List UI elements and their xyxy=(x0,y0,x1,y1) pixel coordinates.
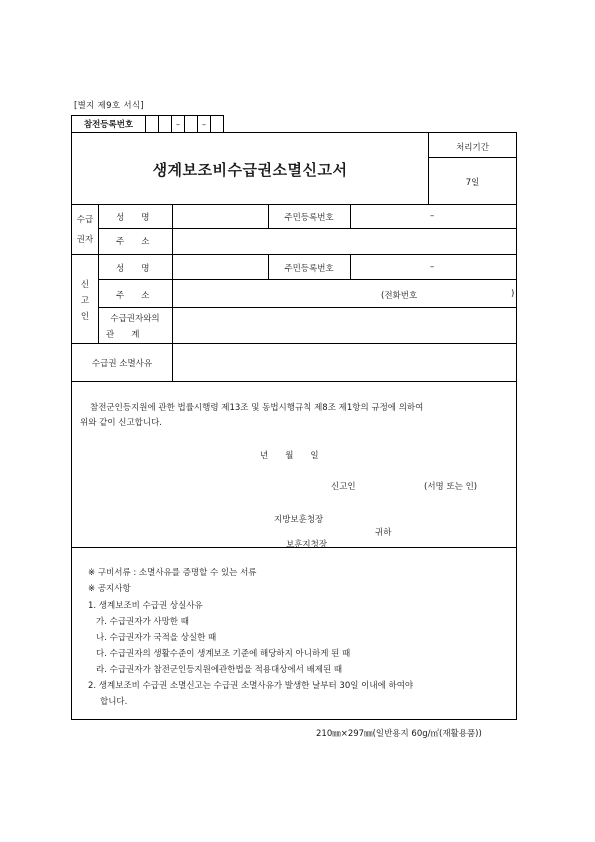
reporter-section-label: 신 xyxy=(80,280,90,290)
divider xyxy=(72,381,516,382)
form-frame xyxy=(71,132,517,720)
recipient-name-field[interactable] xyxy=(173,205,268,228)
paper-spec-footer: 210㎜×297㎜(일반용지 60g/㎡(재활용품)) xyxy=(316,729,482,739)
notice-title: ※ 공지사항 xyxy=(88,584,131,594)
recipient-section-label: 권자 xyxy=(76,235,94,245)
signature-label: (서명 또는 인) xyxy=(424,482,478,492)
extinction-reason-field[interactable] xyxy=(173,344,517,380)
notice-subitem: 다. 수급권자의 생활수준이 생계보조 기준에 해당하지 아니하게 된 때 xyxy=(96,649,351,659)
registration-number-label: 참전등록번호 xyxy=(72,116,146,132)
registration-digit-box[interactable] xyxy=(159,116,172,132)
processing-period-value: 7일 xyxy=(465,178,480,188)
required-documents-note: ※ 구비서류 : 소멸사유를 증명할 수 있는 서류 xyxy=(88,568,257,578)
notice-subitem: 나. 수급권자가 국적을 상실한 때 xyxy=(96,633,217,643)
recipient-address-field[interactable] xyxy=(173,229,517,253)
notice-item: 2. 생계보조비 수급권 소멸신고는 수급권 소멸사유가 발생한 날부터 30일 이내에 하여야 xyxy=(88,681,414,691)
registration-digit-box[interactable] xyxy=(146,116,159,132)
processing-period-label: 처리기간 xyxy=(456,143,489,153)
registration-dash: – xyxy=(172,116,185,132)
declaration-text: 참전군인등지원에 관한 법률시행령 제13조 및 동법시행규칙 제8조 제1항의 규정에 의하여 xyxy=(90,403,424,413)
divider xyxy=(98,254,99,343)
reporter-rrn-label: 주민등록번호 xyxy=(284,264,334,274)
declaration-date: 년 월 일 xyxy=(260,451,319,461)
reporter-address-field[interactable] xyxy=(173,280,517,307)
reporter-relation-label: 관 계 xyxy=(106,330,140,340)
notice-subitem: 라. 수급권자가 참전군인등지원에관한법을 적용대상에서 배제된 때 xyxy=(96,665,343,675)
recipient-address-label: 주 소 xyxy=(116,237,150,247)
reporter-section-label: 고 xyxy=(80,296,90,306)
recipient-rrn-label: 주민등록번호 xyxy=(284,213,334,223)
form-number-label: [별지 제9호 서식] xyxy=(74,101,145,111)
divider xyxy=(72,547,516,548)
extinction-reason-label: 수급권 소멸사유 xyxy=(91,359,153,369)
reporter-name-field[interactable] xyxy=(173,255,268,279)
reporter-relation-field[interactable] xyxy=(173,308,517,342)
registration-dash: – xyxy=(198,116,211,132)
divider xyxy=(428,157,516,158)
divider xyxy=(98,204,99,254)
notice-item: 1. 생계보조비 수급권 상실사유 xyxy=(88,601,203,611)
reporter-sign-label: 신고인 xyxy=(331,482,356,492)
registration-number-row xyxy=(71,115,224,132)
registration-digit-box[interactable] xyxy=(185,116,198,132)
reporter-phone-label: (전화번호 xyxy=(381,291,418,301)
office-name: 보훈지청장 xyxy=(286,540,328,550)
form-title: 생계보조비수급권소멸신고서 xyxy=(152,161,348,179)
reporter-address-label: 주 소 xyxy=(116,291,150,301)
office-name: 지방보훈청장 xyxy=(274,515,324,525)
recipient-section-label: 수급 xyxy=(76,215,94,225)
reporter-phone-close: ) xyxy=(511,289,515,299)
reporter-rrn-dash: – xyxy=(430,262,435,272)
registration-digit-box[interactable] xyxy=(211,116,223,132)
notice-subitem: 가. 수급권자가 사망한 때 xyxy=(96,617,189,627)
reporter-name-label: 성 명 xyxy=(116,264,150,274)
declaration-text: 위와 같이 신고합니다. xyxy=(80,418,163,428)
notice-item-continued: 합니다. xyxy=(100,697,128,707)
recipient-rrn-dash: – xyxy=(430,211,435,221)
reporter-section-label: 인 xyxy=(80,312,90,322)
reporter-relation-label: 수급권자와의 xyxy=(110,314,160,324)
recipient-name-label: 성 명 xyxy=(116,213,150,223)
addressee-suffix: 귀하 xyxy=(375,528,392,538)
